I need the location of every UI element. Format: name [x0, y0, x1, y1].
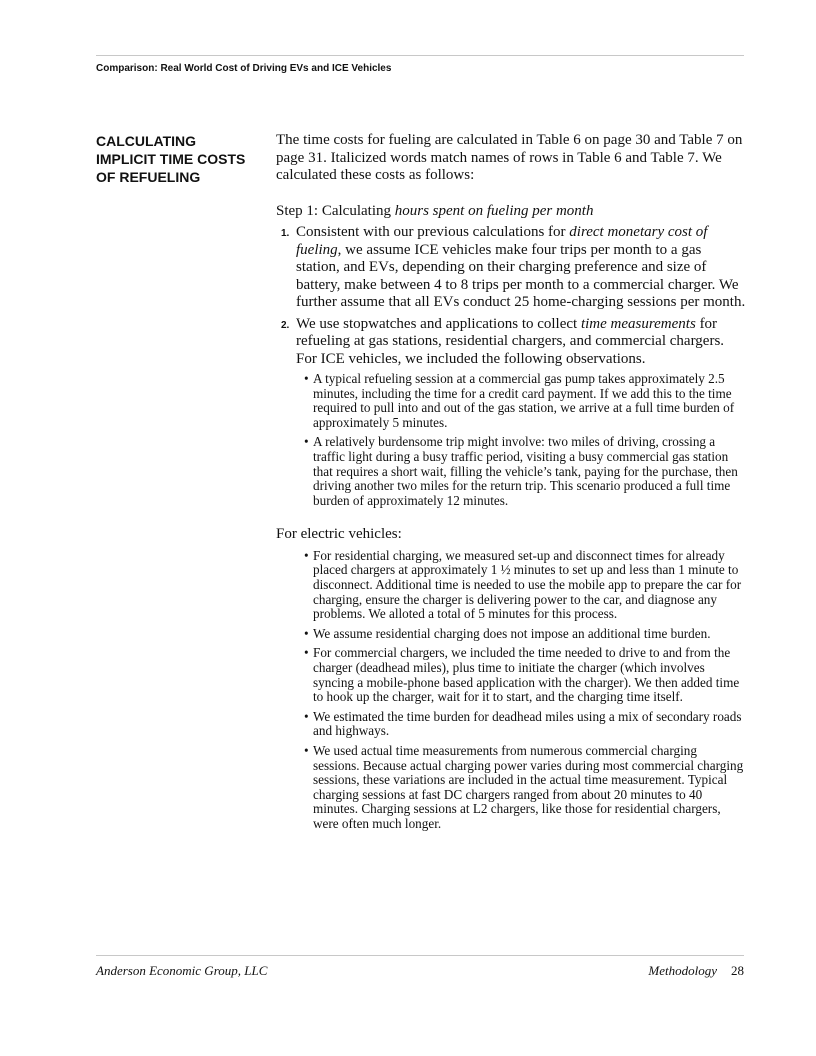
footer-section: Methodology — [648, 963, 717, 978]
item-number: 1. — [281, 228, 290, 239]
ice-bullet-list — [304, 372, 746, 508]
step-1-heading — [276, 203, 746, 221]
item-emphasis: direct monetary cost of fueling — [296, 224, 708, 258]
bullet-text: We used actual time measurements from numerous commercial charging sessions. Because actual charging power varies during most commercial charging sessions, these variations are included in the actual time measurement. Typical charging sessions at fast DC chargers ranged from about 20 minutes to 40 minutes. Charging sessions at L2 chargers, like those for residential chargers, were often much longer. — [313, 742, 744, 831]
bullet-icon: • — [304, 371, 309, 386]
step-1-prefix: Step 1: Calculating — [276, 202, 395, 219]
running-header: Comparison: Real World Cost of Driving EVs and ICE Vehicles — [96, 63, 392, 74]
body-text — [276, 132, 746, 837]
bullet-icon: • — [304, 742, 309, 758]
bullet-icon: • — [304, 625, 309, 641]
side-heading — [96, 132, 266, 186]
intro-paragraph: The time costs for fueling are calculated in Table 6 on page 30 and Table 7 on page 31. Italicized words match names of rows in Table 6 and Table 7. We calculated these costs as follows: — [276, 132, 743, 183]
item-emphasis: time measurements — [580, 315, 696, 332]
bullet-item — [304, 435, 746, 508]
bullet-item — [304, 646, 746, 704]
numbered-list — [276, 224, 746, 508]
item-text: , we assume ICE vehicles make four trips per month to a gas station, and EVs, depending on their charging preference and size of battery, make between 4 to 8 trips per month to a commercial charger. We further assume that all EVs conduct 25 home-charging sessions per month. — [296, 241, 746, 310]
bullet-item — [304, 627, 746, 642]
side-heading-line: OF REFUELING — [96, 169, 201, 185]
bullet-icon: • — [304, 547, 309, 563]
bullet-text: For commercial chargers, we included the time needed to drive to and from the charger (deadhead miles), plus time to initiate the charger (which involves syncing a mobile-phone based application with the charger). We then added time to hook up the charger, wait for it to start, and the charging time itself. — [313, 645, 740, 705]
item-text: We use stopwatches and applications to collect — [296, 315, 581, 332]
bullet-icon: • — [304, 645, 309, 661]
bullet-text: A typical refueling session at a commercial gas pump takes approximately 2.5 minutes, including the time for a credit card payment. If we add this to the time required to pull into and out of the gas station, we arrive at a full time burden of approximately 5 minutes. — [313, 371, 735, 430]
side-heading-line: CALCULATING — [96, 133, 197, 149]
step-1-emphasis: hours spent on fueling per month — [394, 202, 594, 219]
footer-organization: Anderson Economic Group, LLC — [96, 963, 268, 978]
bullet-icon: • — [304, 434, 309, 450]
bullet-text: We estimated the time burden for deadhead miles using a mix of secondary roads and highways. — [313, 708, 742, 739]
item-text: for refueling at gas stations, residential chargers, and commercial chargers. For ICE vehicles, we included the following observations. — [296, 315, 725, 367]
bullet-icon: • — [304, 708, 309, 724]
bullet-text: A relatively burdensome trip might involve: two miles of driving, crossing a traffic light during a busy traffic period, visiting a busy commercial gas station that requires a short wait, filling the vehicle’s tank, paying for the purchase, then driving another two miles for the return trip. This scenario produced a full time burden of approximately 12 minutes. — [313, 434, 738, 508]
item-text: Consistent with our previous calculations for — [296, 224, 570, 240]
bullet-item — [304, 549, 746, 622]
item-number: 2. — [281, 319, 290, 331]
footer-rule — [96, 955, 744, 956]
numbered-item — [276, 316, 746, 509]
ev-bullet-list — [304, 549, 746, 832]
bullet-item — [304, 744, 746, 832]
side-heading-line: IMPLICIT TIME COSTS — [96, 151, 246, 167]
bullet-item — [304, 372, 746, 430]
bullet-text: We assume residential charging does not impose an additional time burden. — [313, 625, 711, 641]
bullet-item — [304, 710, 746, 739]
page-number: 28 — [731, 963, 744, 978]
footer-page-info — [648, 963, 744, 979]
numbered-item — [276, 224, 746, 312]
ev-heading: For electric vehicles: — [276, 526, 402, 543]
bullet-text: For residential charging, we measured set-up and disconnect times for already placed chargers at approximately 1 ½ minutes to set up and less than 1 minute to disconnect. Additional time is needed to use the mobile app to prepare the car for charging, ensure the charger is delivering power to the car, and diagnose any problems. We alloted a total of 5 minutes for this process. — [313, 547, 742, 622]
header-rule — [96, 55, 744, 56]
